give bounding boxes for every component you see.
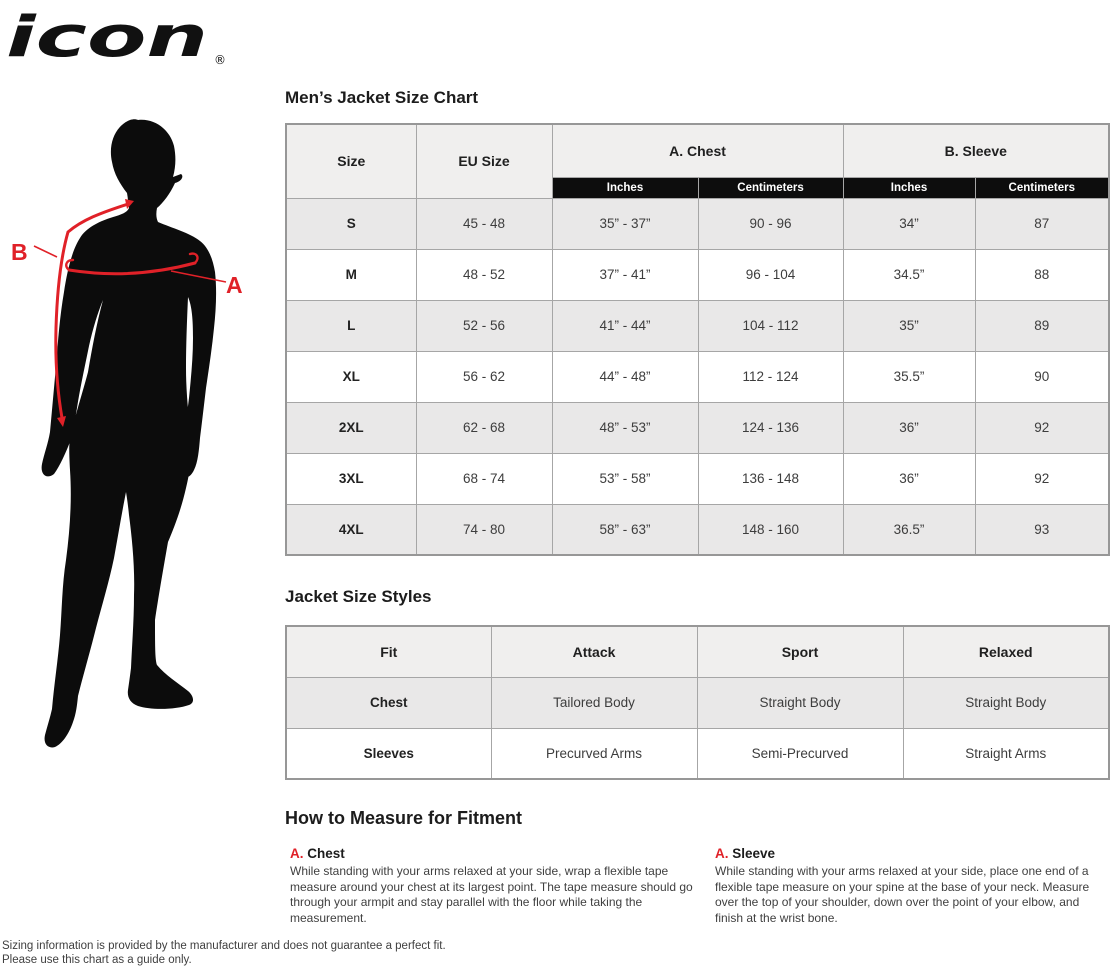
cell-size: 2XL — [286, 402, 416, 453]
cell-sleeve-cm: 88 — [975, 249, 1109, 300]
icon-logo-graphic — [4, 2, 239, 72]
size-row-m — [286, 249, 1109, 300]
styles-row-label: Sleeves — [286, 728, 491, 779]
styles-cell-sport: Semi-Precurved — [697, 728, 903, 779]
size-chart-table — [285, 123, 1110, 556]
measure-sleeve-letter: A. — [715, 846, 729, 861]
cell-eu: 45 - 48 — [416, 198, 552, 249]
cell-sleeve-cm: 92 — [975, 453, 1109, 504]
cell-eu: 62 - 68 — [416, 402, 552, 453]
cell-chest-cm: 112 - 124 — [698, 351, 843, 402]
size-chart-title: Men’s Jacket Size Chart — [285, 88, 479, 107]
cell-eu: 68 - 74 — [416, 453, 552, 504]
cell-chest-cm: 148 - 160 — [698, 504, 843, 555]
styles-cell-relaxed: Straight Arms — [903, 728, 1109, 779]
styles-row-chest — [286, 677, 1109, 728]
subheader-chest-centimeters: Centimeters — [698, 177, 843, 198]
icon-brand-logo — [4, 2, 239, 77]
subheader-sleeve-centimeters: Centimeters — [975, 177, 1109, 198]
cell-size: XL — [286, 351, 416, 402]
cell-sleeve-in: 35.5” — [843, 351, 975, 402]
cell-eu: 48 - 52 — [416, 249, 552, 300]
jacket-size-styles-table — [285, 625, 1110, 780]
cell-sleeve-in: 35” — [843, 300, 975, 351]
measure-chest-name: Chest — [307, 846, 345, 861]
cell-chest-cm: 96 - 104 — [698, 249, 843, 300]
how-to-measure-title: How to Measure for Fitment — [285, 808, 523, 828]
styles-header-attack: Attack — [491, 626, 697, 677]
cell-chest-cm: 90 - 96 — [698, 198, 843, 249]
label-b-pointer-line — [34, 246, 57, 257]
jacket-size-styles-title: Jacket Size Styles — [285, 587, 432, 606]
styles-cell-attack: Tailored Body — [491, 677, 697, 728]
man-silhouette — [42, 119, 216, 747]
cell-sleeve-in: 36” — [843, 453, 975, 504]
styles-header-relaxed: Relaxed — [903, 626, 1109, 677]
cell-eu: 52 - 56 — [416, 300, 552, 351]
cell-size: 3XL — [286, 453, 416, 504]
col-header-size: Size — [286, 124, 416, 198]
registered-trademark-icon: ® — [214, 53, 226, 67]
styles-cell-relaxed: Straight Body — [903, 677, 1109, 728]
disclaimer-line-1: Sizing information is provided by the manufacturer and does not guarantee a perfect fit. — [2, 940, 446, 952]
cell-chest-in: 53” - 58” — [552, 453, 698, 504]
cell-chest-in: 48” - 53” — [552, 402, 698, 453]
size-row-s — [286, 198, 1109, 249]
col-header-sleeve: B. Sleeve — [843, 124, 1109, 177]
cell-chest-cm: 136 - 148 — [698, 453, 843, 504]
cell-sleeve-in: 34.5” — [843, 249, 975, 300]
styles-row-sleeves — [286, 728, 1109, 779]
measure-chest-section — [290, 846, 700, 926]
cell-sleeve-cm: 87 — [975, 198, 1109, 249]
cell-sleeve-cm: 93 — [975, 504, 1109, 555]
measure-sleeve-label — [715, 846, 1110, 861]
styles-header-sport: Sport — [697, 626, 903, 677]
measurement-figure — [0, 100, 280, 780]
figure-label-a: A — [226, 272, 243, 298]
measure-chest-label — [290, 846, 700, 861]
cell-size: L — [286, 300, 416, 351]
cell-chest-in: 35” - 37” — [552, 198, 698, 249]
styles-header-row — [286, 626, 1109, 677]
col-header-eu-size: EU Size — [416, 124, 552, 198]
subheader-chest-inches: Inches — [552, 177, 698, 198]
styles-row-label: Chest — [286, 677, 491, 728]
logo-wordmark: icon — [6, 5, 208, 70]
cell-chest-cm: 124 - 136 — [698, 402, 843, 453]
cell-sleeve-in: 36.5” — [843, 504, 975, 555]
sizing-disclaimer — [2, 939, 446, 967]
measure-chest-text: While standing with your arms relaxed at your side, wrap a flexible tape measure around your chest at its largest point. The tape measure should go through your armpit and stay parallel with the floor while taking the measurement. — [290, 864, 693, 925]
measure-sleeve-section — [715, 846, 1110, 926]
size-row-xl — [286, 351, 1109, 402]
cell-eu: 56 - 62 — [416, 351, 552, 402]
styles-header-fit: Fit — [286, 626, 491, 677]
size-row-4xl — [286, 504, 1109, 555]
cell-sleeve-cm: 92 — [975, 402, 1109, 453]
cell-sleeve-cm: 89 — [975, 300, 1109, 351]
size-row-2xl — [286, 402, 1109, 453]
measure-chest-letter: A. — [290, 846, 304, 861]
disclaimer-line-2: Please use this chart as a guide only. — [2, 954, 192, 966]
cell-chest-in: 37” - 41” — [552, 249, 698, 300]
styles-cell-attack: Precurved Arms — [491, 728, 697, 779]
cell-chest-in: 58” - 63” — [552, 504, 698, 555]
cell-sleeve-in: 36” — [843, 402, 975, 453]
cell-size: S — [286, 198, 416, 249]
cell-chest-cm: 104 - 112 — [698, 300, 843, 351]
measure-sleeve-text: While standing with your arms relaxed at your side, place one end of a flexible tape measure on your spine at the base of your neck. Measure over the top of your shoulder, down over the point of your elbow, and finish at the wrist bone. — [715, 864, 1090, 925]
size-row-3xl — [286, 453, 1109, 504]
subheader-sleeve-inches: Inches — [843, 177, 975, 198]
styles-cell-sport: Straight Body — [697, 677, 903, 728]
figure-label-b: B — [11, 239, 28, 265]
size-row-l — [286, 300, 1109, 351]
cell-chest-in: 41” - 44” — [552, 300, 698, 351]
measure-sleeve-name: Sleeve — [732, 846, 776, 861]
col-header-chest: A. Chest — [552, 124, 843, 177]
cell-eu: 74 - 80 — [416, 504, 552, 555]
cell-sleeve-in: 34” — [843, 198, 975, 249]
cell-sleeve-cm: 90 — [975, 351, 1109, 402]
cell-size: 4XL — [286, 504, 416, 555]
cell-size: M — [286, 249, 416, 300]
cell-chest-in: 44” - 48” — [552, 351, 698, 402]
